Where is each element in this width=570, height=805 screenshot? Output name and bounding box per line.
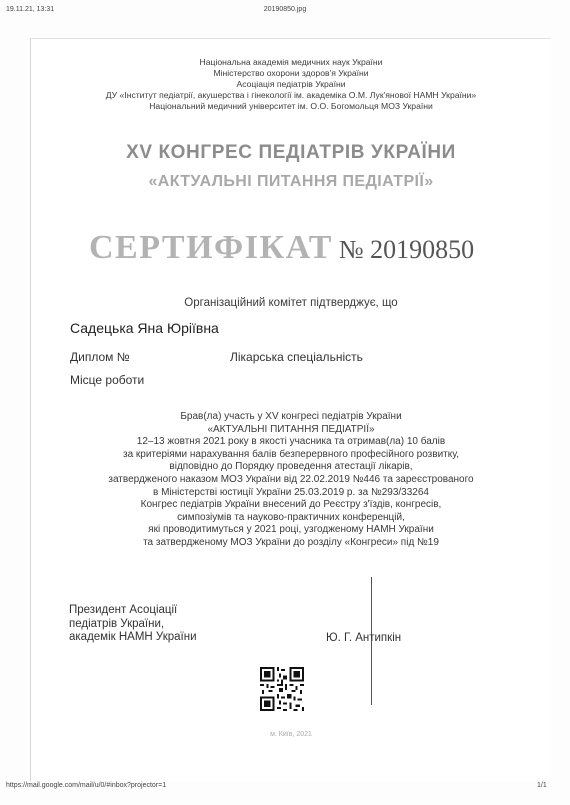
org-line: Асоціація педіатрів України <box>236 79 346 89</box>
signature-title-line: академік НАМН України <box>69 631 197 643</box>
diploma-label: Диплом № <box>70 350 130 364</box>
body-line: «АКТУАЛЬНІ ПИТАННЯ ПЕДІАТРІЇ» <box>207 423 375 435</box>
body-line: симпозіумів та науково-практичних конференцій, <box>177 511 405 523</box>
person-name: Садецька Яна Юріївна <box>70 320 219 336</box>
certificate-heading <box>89 229 474 267</box>
signature-title-line: Президент Асоціації <box>69 604 178 616</box>
body-line: які проводитимуться у 2021 році, узгодженому НАМН України <box>148 524 434 536</box>
certificate-page <box>30 38 551 781</box>
signature-title-line: педіатрів України, <box>69 617 165 630</box>
signatory-name: Ю. Г. Антипкін <box>326 632 402 644</box>
print-url: https://mail.google.com/mail/u/0/#inbox?projector=1 <box>6 782 167 789</box>
body-line: 12–13 жовтня 2021 року в якості учасника та отримав(ла) 10 балів <box>136 436 446 448</box>
body-line: відповідно до Порядку проведення атестації лікарів, <box>169 461 413 473</box>
congress-subtitle: «АКТУАЛЬНІ ПИТАННЯ ПЕДІАТРІЇ» <box>148 173 434 190</box>
confirm-text: Організаційний комітет підтверджує, що <box>184 297 398 309</box>
print-datetime: 19.11.21, 13:31 <box>6 6 55 13</box>
certificate-number: № 20190850 <box>338 235 475 264</box>
qr-code-icon <box>260 667 304 711</box>
body-line: затвердженого наказом МОЗ України від 22.02.2019 №446 та зареєстрованого <box>108 474 474 485</box>
print-page-number: 1/1 <box>537 782 547 789</box>
body-line: за критеріями нарахування балів безперервного професійного розвитку, <box>122 448 460 460</box>
specialty: Лікарська спеціальність <box>230 350 363 364</box>
org-line: Національна академія медичних наук України <box>199 57 383 67</box>
certificate-word: СЕРТИФІКАТ <box>89 229 333 266</box>
signature-title <box>69 604 197 645</box>
print-filename: 20190850.jpg <box>263 6 307 13</box>
body-line: Конгрес педіатрів України внесений до Реєстру з'їздів, конгресів, <box>140 499 442 511</box>
org-line: ДУ «Інститут педіатрії, акушерства і гінекології ім. академіка О.М. Лук'янової НАМН України» <box>105 90 477 100</box>
city-year: м. Київ, 2021 <box>270 731 312 738</box>
org-line: Національний медичний університет ім. О.О. Богомольця МОЗ України <box>149 101 433 111</box>
congress-title: XV КОНГРЕС ПЕДІАТРІВ УКРАЇНИ <box>126 142 456 163</box>
body-line: Брав(ла) участь у XV конгресі педіатрів України <box>180 411 402 422</box>
org-line: Міністерство охорони здоров'я України <box>213 68 369 78</box>
workplace-label: Місце роботи <box>70 373 145 387</box>
body-line: в Міністерстві юстиції України 25.03.2019 р. за №293/33264 <box>153 486 429 498</box>
body-line: та затвердженому МОЗ України до розділу «Конгреси» під №19 <box>143 537 439 548</box>
